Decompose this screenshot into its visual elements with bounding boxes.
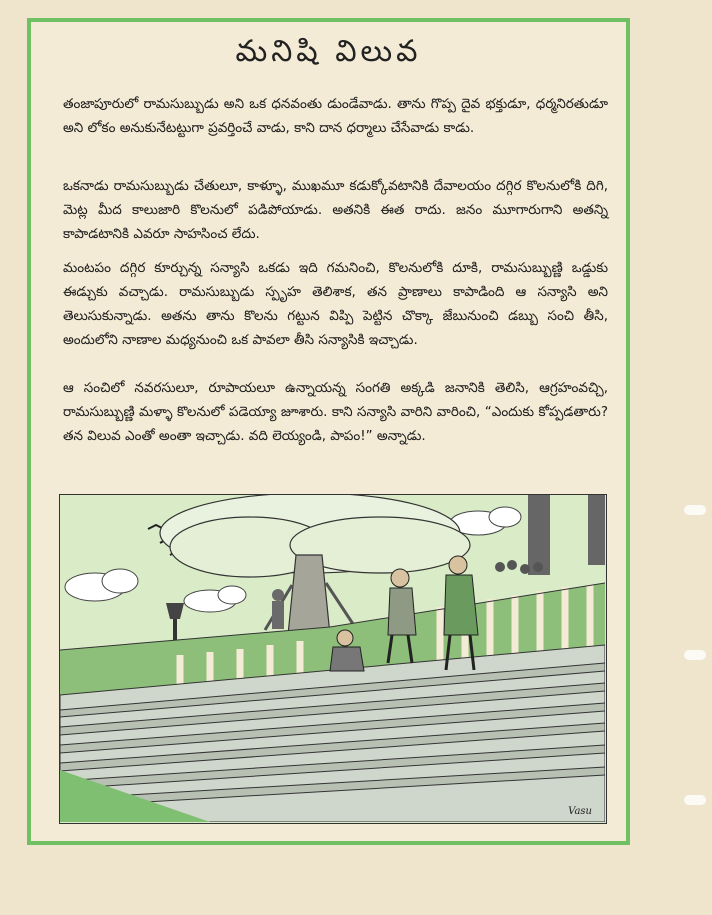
artist-signature: Vasu xyxy=(568,806,592,817)
temple-pond-illustration xyxy=(59,494,607,824)
page-edge-mark xyxy=(684,795,706,805)
paragraph-3: మంటపం దగ్గిర కూర్చున్న సన్యాసి ఒకడు ఇది గమనించి, కొలనులోకి దూకి, రామసుబ్బుణ్ణి ఒడ్డుకు ఈడ్చుకు వచ్చాడు. రామసుబ్బుడు స్పృహ తెలిశాక, తన ప్రాణాలు కాపాడింది ఆ సన్యాసి అని తెలుసుకున్నాడు. అతను తాను కొలను గట్టున విప్పి పెట్టిన చొక్కా జేబునుంచి డబ్బు సంచి తీసి, అందులోని నాణాల మధ్యనుంచి ఒక పావలా తీసి సన్యాసికి ఇచ్చాడు. xyxy=(63,260,608,348)
page-edge-mark xyxy=(684,505,706,515)
page-edge-mark xyxy=(684,650,706,660)
illustration-drawing xyxy=(60,495,605,822)
paragraph-4: ఆ సంచిలో నవరసులూ, రూపాయలూ ఉన్నాయన్న సంగతి అక్కడి జనానికి తెలిసి, ఆగ్రహంవచ్చి, రామసుబ్బుణ్ణి మళ్ళా కొలనులో పడెయ్యా జూశారు. కాని సన్యాసి వారిని వారించి, “ఎందుకు కోప్పడతారు? తన విలువ ఎంతో అంతా ఇచ్చాడు. వది లెయ్యండి, పాపం!” అన్నాడు. xyxy=(63,380,608,444)
story-title: మనిషి విలువ xyxy=(235,34,422,69)
page-frame xyxy=(27,18,630,845)
paragraph-2: ఒకనాడు రామసుబ్బుడు చేతులూ, కాళ్ళూ, ముఖమూ కడుక్కోవటానికి దేవాలయం దగ్గిర కొలనులోకి దిగి, మెట్ల మీద కాలుజారి కొలనులో పడిపోయాడు. అతనికి ఈత రాదు. జనం మూగారుగాని అతన్ని కాపాడటానికి ఎవరూ సాహసించ లేదు. xyxy=(63,178,608,242)
paragraph-1: తంజాపూరులో రామసుబ్బుడు అని ఒక ధనవంతు డుండేవాడు. తాను గొప్ప దైవ భక్తుడూ, ధర్మనిరతుడూ అని లోకం అనుకునేటట్టుగా ప్రవర్తించే వాడు, కాని దాన ధర్మాలు చేసేవాడు కాడు. xyxy=(63,96,608,136)
standing-statue xyxy=(272,589,284,629)
